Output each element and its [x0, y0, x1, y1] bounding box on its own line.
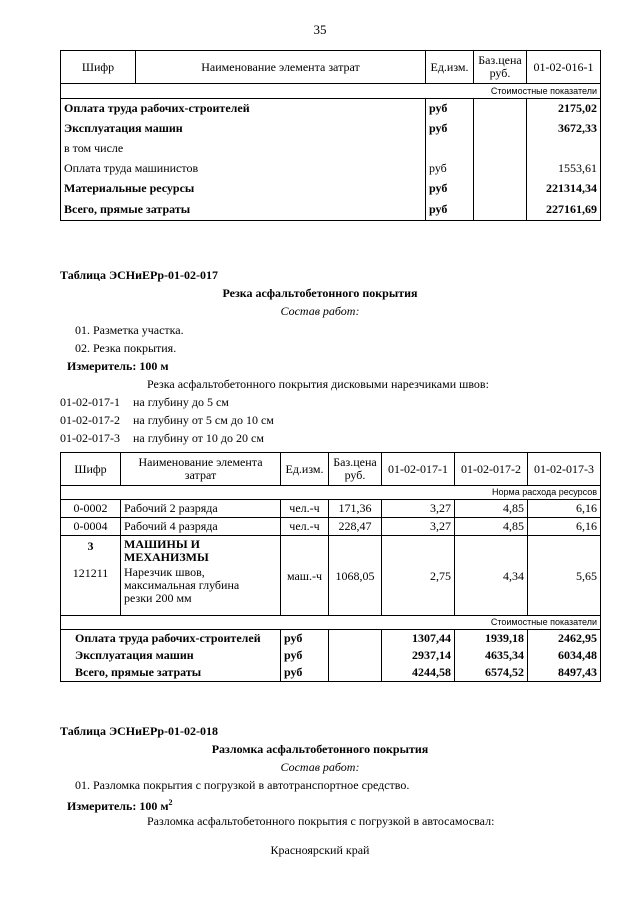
step-018: 01. Разломка покрытия с погрузкой в автотранспортное средство. [75, 778, 410, 792]
cost-label: Стоимостные показатели [61, 616, 601, 630]
row-value-2: 4,85 [455, 518, 528, 536]
machine-name-3: резки 200 мм [124, 591, 192, 605]
table-row [61, 199, 601, 221]
table-row [61, 119, 601, 139]
table-title-018: Таблица ЭСНиЕРр-01-02-018 [60, 724, 219, 738]
row-value-1: 3,27 [382, 518, 455, 536]
machines-title-2: МЕХАНИЗМЫ [124, 550, 209, 564]
row-value: 227161,69 [527, 199, 601, 221]
row-unit: руб [426, 119, 474, 139]
header-col-017-2: 01-02-017-2 [455, 453, 528, 486]
page-number: 35 [313, 22, 327, 37]
item-text: на глубину от 10 до 20 см [133, 431, 264, 445]
row-name: Материальные ресурсы [61, 179, 426, 199]
row-value: 221314,34 [527, 179, 601, 199]
footer-region: Красноярский край [270, 843, 370, 857]
total-value-3: 8497,43 [528, 664, 601, 682]
row-unit: руб [426, 99, 474, 119]
machines-row [61, 536, 601, 616]
table-header-row [61, 51, 601, 84]
section-label: Стоимостные показатели [61, 84, 601, 99]
subtitle-017: Резка асфальтобетонного покрытия [222, 286, 418, 300]
step-1: 01. Разметка участка. [75, 323, 184, 337]
machine-code: 121211 [72, 566, 109, 580]
header-price: Баз.цена руб. [474, 51, 527, 84]
row-name: в том числе [61, 139, 426, 159]
total-value-3: 2462,95 [528, 630, 601, 647]
header-price: Баз.цена руб. [329, 453, 382, 486]
item-code: 01-02-017-3 [60, 431, 120, 445]
row-name: Оплата труда рабочих-строителей [61, 99, 426, 119]
row-name: Эксплуатация машин [61, 119, 426, 139]
table-row [61, 179, 601, 199]
cost-table-016 [60, 50, 601, 221]
item-code: 01-02-017-2 [60, 413, 120, 427]
table-title-017: Таблица ЭСНиЕРр-01-02-017 [60, 268, 219, 282]
total-value-2: 1939,18 [455, 630, 528, 647]
subtitle-018: Разломка асфальтобетонного покрытия [211, 742, 429, 756]
row-value: 3672,33 [527, 119, 601, 139]
total-value-3: 6034,48 [528, 647, 601, 664]
section-label-row [61, 486, 601, 500]
header-col-016-1: 01-02-016-1 [527, 51, 601, 84]
section-label-row [61, 616, 601, 630]
machine-value-3: 5,65 [528, 536, 601, 616]
total-value-2: 4635,34 [455, 647, 528, 664]
header-col-017-1: 01-02-017-1 [382, 453, 455, 486]
row-unit: чел.-ч [281, 518, 329, 536]
machine-price: 1068,05 [329, 536, 382, 616]
total-name: Оплата труда рабочих-строителей [61, 630, 281, 647]
table-row [61, 139, 601, 159]
section-label-row [61, 84, 601, 99]
table-row [61, 518, 601, 536]
header-name: Наименование элемента затрат [121, 453, 281, 486]
row-unit: руб [426, 179, 474, 199]
item-code: 01-02-017-1 [60, 395, 120, 409]
total-unit: руб [281, 630, 329, 647]
meter-018-sup: 2 [168, 798, 173, 807]
total-value-1: 2937,14 [382, 647, 455, 664]
header-code: Шифр [61, 453, 121, 486]
header-name: Наименование элемента затрат [136, 51, 426, 84]
row-name: Всего, прямые затраты [61, 199, 426, 221]
composition-label-018: Состав работ: [280, 760, 360, 774]
item-text: на глубину от 5 см до 10 см [133, 413, 274, 427]
meter-018 [67, 796, 173, 813]
row-code: 0-0002 [61, 500, 121, 518]
total-unit: руб [281, 647, 329, 664]
table-header-row [61, 453, 601, 486]
totals-row [61, 630, 601, 647]
row-code: 0-0004 [61, 518, 121, 536]
row-price: 228,47 [329, 518, 382, 536]
machines-group-code: 3 [87, 539, 94, 553]
total-value-1: 4244,58 [382, 664, 455, 682]
total-unit: руб [281, 664, 329, 682]
header-unit: Ед.изм. [281, 453, 329, 486]
table-row [61, 99, 601, 119]
machine-unit: маш.-ч [281, 536, 329, 616]
row-value: 1553,61 [527, 159, 601, 179]
machine-value-1: 2,75 [382, 536, 455, 616]
row-unit: чел.-ч [281, 500, 329, 518]
totals-row [61, 664, 601, 682]
header-unit: Ед.изм. [426, 51, 474, 84]
machine-name-1: Нарезчик швов, [124, 565, 205, 579]
row-name: Рабочий 2 разряда [121, 500, 281, 518]
row-unit: руб [426, 159, 474, 179]
step-2: 02. Резка покрытия. [75, 341, 177, 355]
header-code: Шифр [61, 51, 136, 84]
row-value: 2175,02 [527, 99, 601, 119]
total-name: Всего, прямые затраты [61, 664, 281, 682]
meter-017: Измеритель: 100 м [67, 359, 169, 373]
total-value-2: 6574,52 [455, 664, 528, 682]
composition-label-017: Состав работ: [280, 304, 360, 318]
row-value-1: 3,27 [382, 500, 455, 518]
row-name: Оплата труда машинистов [61, 159, 426, 179]
norm-label: Норма расхода ресурсов [61, 486, 601, 500]
machines-title-1: МАШИНЫ И [124, 537, 200, 551]
table-row [61, 159, 601, 179]
row-price: 171,36 [329, 500, 382, 518]
description-018: Разломка асфальтобетонного покрытия с погрузкой в автосамосвал: [147, 814, 495, 828]
row-unit: руб [426, 199, 474, 221]
meter-018-text: Измеритель: 100 м [67, 799, 169, 813]
total-value-1: 1307,44 [382, 630, 455, 647]
machine-name-2: максимальная глубина [124, 578, 240, 592]
row-name: Рабочий 4 разряда [121, 518, 281, 536]
item-text: на глубину до 5 см [133, 395, 229, 409]
machine-value-2: 4,34 [455, 536, 528, 616]
table-row [61, 500, 601, 518]
totals-row [61, 647, 601, 664]
header-col-017-3: 01-02-017-3 [528, 453, 601, 486]
row-value-3: 6,16 [528, 500, 601, 518]
resource-table-017 [60, 452, 601, 682]
row-value-2: 4,85 [455, 500, 528, 518]
description-017: Резка асфальтобетонного покрытия дисковыми нарезчиками швов: [147, 377, 489, 391]
total-name: Эксплуатация машин [61, 647, 281, 664]
row-value-3: 6,16 [528, 518, 601, 536]
